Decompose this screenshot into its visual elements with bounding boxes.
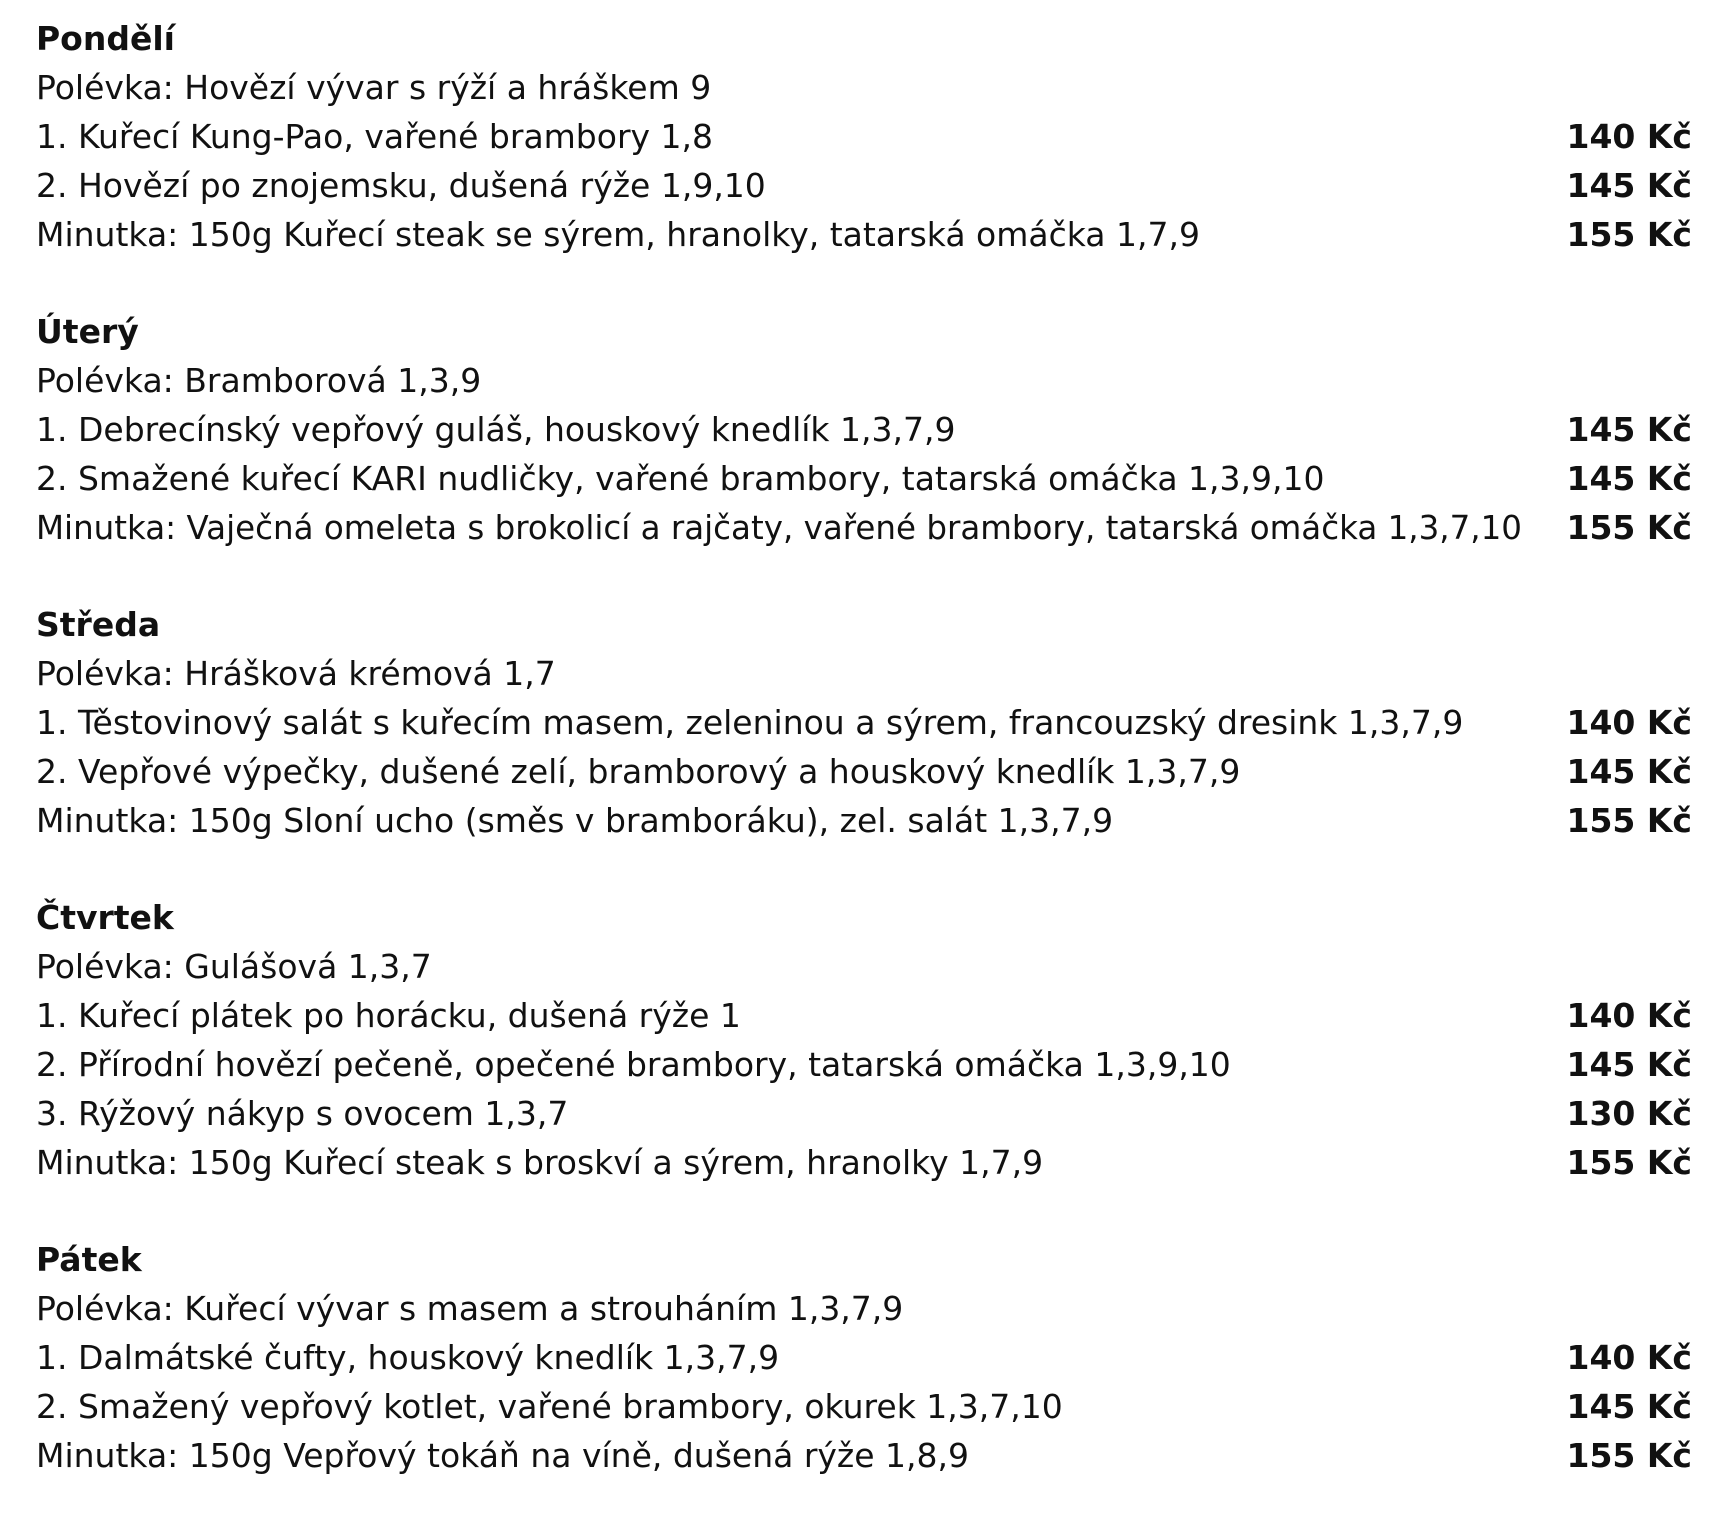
menu-item-row <box>36 1431 1692 1480</box>
day-title: Středa <box>36 605 161 644</box>
day-section <box>36 1235 1692 1480</box>
day-title: Úterý <box>36 312 139 351</box>
day-section <box>36 14 1692 259</box>
soup-row <box>36 356 1692 405</box>
dish-name: 1. Debrecínský vepřový guláš, houskový knedlík 1,3,7,9 <box>36 410 956 449</box>
dish-name: Minutka: 150g Kuřecí steak s broskví a sýrem, hranolky 1,7,9 <box>36 1143 1044 1182</box>
soup-row <box>36 1284 1692 1333</box>
day-section <box>36 600 1692 845</box>
menu-item-row <box>36 1382 1692 1431</box>
dish-name: 1. Těstovinový salát s kuřecím masem, zeleninou a sýrem, francouzský dresink 1,3,7,9 <box>36 703 1464 742</box>
dish-name: 2. Hovězí po znojemsku, dušená rýže 1,9,10 <box>36 166 766 205</box>
soup-name: Polévka: Hrášková krémová 1,7 <box>36 654 556 693</box>
dish-price: 155 Kč <box>1566 1143 1692 1182</box>
soup-row <box>36 649 1692 698</box>
soup-name: Polévka: Hovězí vývar s rýží a hráškem 9 <box>36 68 712 107</box>
dish-price: 140 Kč <box>1566 117 1692 156</box>
menu-item-row <box>36 405 1692 454</box>
dish-name: 1. Kuřecí Kung-Pao, vařené brambory 1,8 <box>36 117 714 156</box>
soup-name: Polévka: Gulášová 1,3,7 <box>36 947 432 986</box>
dish-price: 145 Kč <box>1566 459 1692 498</box>
menu-item-row <box>36 112 1692 161</box>
soup-row <box>36 942 1692 991</box>
dish-price: 155 Kč <box>1566 1436 1692 1475</box>
dish-price: 155 Kč <box>1566 215 1692 254</box>
menu-item-row <box>36 991 1692 1040</box>
dish-price: 140 Kč <box>1566 703 1692 742</box>
day-section <box>36 307 1692 552</box>
dish-name: 2. Smažený vepřový kotlet, vařené brambory, okurek 1,3,7,10 <box>36 1387 1063 1426</box>
dish-price: 145 Kč <box>1566 166 1692 205</box>
dish-price: 155 Kč <box>1566 801 1692 840</box>
menu-item-row <box>36 161 1692 210</box>
soup-name: Polévka: Bramborová 1,3,9 <box>36 361 482 400</box>
weekly-menu <box>36 14 1692 1528</box>
soup-name: Polévka: Kuřecí vývar s masem a strouháním 1,3,7,9 <box>36 1289 904 1328</box>
menu-item-row <box>36 1333 1692 1382</box>
menu-item-row <box>36 796 1692 845</box>
menu-item-row <box>36 210 1692 259</box>
dish-name: Minutka: 150g Sloní ucho (směs v bramboráku), zel. salát 1,3,7,9 <box>36 801 1114 840</box>
day-title: Čtvrtek <box>36 898 174 937</box>
dish-name: 1. Dalmátské čufty, houskový knedlík 1,3,7,9 <box>36 1338 780 1377</box>
dish-price: 140 Kč <box>1566 1338 1692 1377</box>
menu-item-row <box>36 1040 1692 1089</box>
dish-price: 155 Kč <box>1566 508 1692 547</box>
menu-item-row <box>36 1138 1692 1187</box>
soup-row <box>36 63 1692 112</box>
dish-name: Minutka: 150g Vepřový tokáň na víně, dušená rýže 1,8,9 <box>36 1436 970 1475</box>
menu-item-row <box>36 1089 1692 1138</box>
menu-item-row <box>36 747 1692 796</box>
menu-item-row <box>36 503 1692 552</box>
dish-name: 1. Kuřecí plátek po horácku, dušená rýže 1 <box>36 996 741 1035</box>
dish-price: 145 Kč <box>1566 1387 1692 1426</box>
day-title: Pondělí <box>36 19 175 58</box>
menu-item-row <box>36 454 1692 503</box>
day-section <box>36 893 1692 1187</box>
dish-name: 2. Smažené kuřecí KARI nudličky, vařené brambory, tatarská omáčka 1,3,9,10 <box>36 459 1325 498</box>
dish-price: 145 Kč <box>1566 410 1692 449</box>
dish-name: Minutka: Vaječná omeleta s brokolicí a rajčaty, vařené brambory, tatarská omáčka 1,3,7,10 <box>36 509 1522 547</box>
dish-price: 130 Kč <box>1566 1094 1692 1133</box>
day-title: Pátek <box>36 1240 142 1279</box>
dish-price: 140 Kč <box>1566 996 1692 1035</box>
dish-price: 145 Kč <box>1566 752 1692 791</box>
dish-name: 2. Přírodní hovězí pečeně, opečené brambory, tatarská omáčka 1,3,9,10 <box>36 1045 1231 1084</box>
menu-item-row <box>36 698 1692 747</box>
dish-name: 3. Rýžový nákyp s ovocem 1,3,7 <box>36 1094 569 1133</box>
dish-name: Minutka: 150g Kuřecí steak se sýrem, hranolky, tatarská omáčka 1,7,9 <box>36 215 1200 254</box>
dish-price: 145 Kč <box>1566 1045 1692 1084</box>
dish-name: 2. Vepřové výpečky, dušené zelí, bramborový a houskový knedlík 1,3,7,9 <box>36 752 1241 791</box>
